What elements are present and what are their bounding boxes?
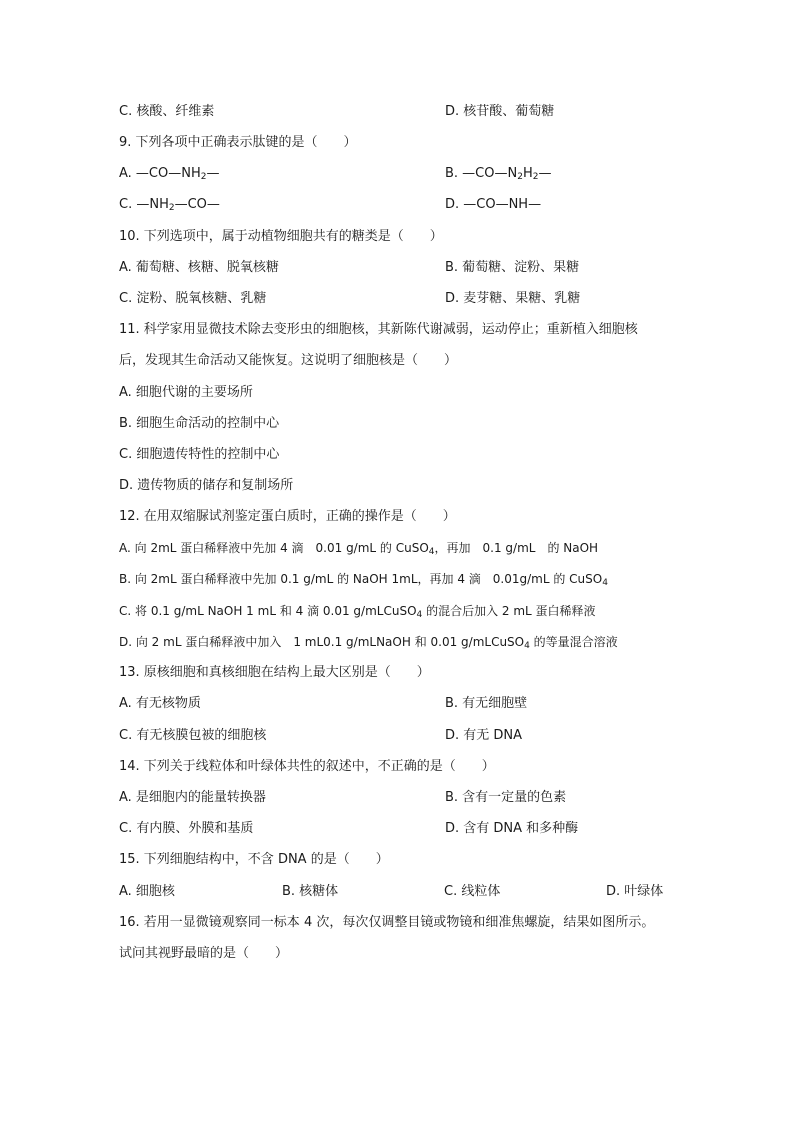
q13-stem: 13. 原核细胞和真核细胞在结构上最大区别是（ ） xyxy=(119,665,430,680)
q14-option-d: D. 含有 DNA 和多种酶 xyxy=(445,821,579,836)
q8-option-c: C. 核酸、纤维素 xyxy=(119,104,215,119)
q8-option-d: D. 核苷酸、葡萄糖 xyxy=(445,104,555,119)
q13-option-c: C. 有无核膜包被的细胞核 xyxy=(119,728,267,743)
q11-option-a: A. 细胞代谢的主要场所 xyxy=(119,385,253,400)
q14-options-row-1 xyxy=(119,788,567,808)
q12-option-c: C. 将 0.1 g/mL NaOH 1 mL 和 4 滴 0.01 g/mLCuSO$_4$ 的混合后加入 2 mL 蛋白稀释液 xyxy=(119,604,596,620)
q11-option-b: B. 细胞生命活动的控制中心 xyxy=(119,416,280,431)
q14-option-a: A. 是细胞内的能量转换器 xyxy=(119,790,266,805)
q13-options-row-1 xyxy=(119,694,528,714)
q15-option-b: B. 核糖体 xyxy=(282,884,339,899)
q12-option-a: A. 向 2mL 蛋白稀释液中先加 4 滴 0.01 g/mL 的 CuSO$_4$，再加 0.1 g/mL 的 NaOH xyxy=(119,541,599,557)
q16-stem-line-1: 16. 若用一显微镜观察同一标本 4 次，每次仅调整目镜或物镜和细准焦螺旋，结果如图所示。 xyxy=(119,915,655,930)
q9-options-row-1 xyxy=(119,164,552,184)
q10-options-row-2 xyxy=(119,289,581,309)
q13-option-d: D. 有无 DNA xyxy=(445,728,523,743)
q10-option-a: A. 葡萄糖、核糖、脱氧核糖 xyxy=(119,260,279,275)
q15-option-d: D. 叶绿体 xyxy=(606,884,664,899)
q12-option-d: D. 向 2 mL 蛋白稀释液中加入 1 mL0.1 g/mLNaOH 和 0.01 g/mLCuSO$_4$ 的等量混合溶液 xyxy=(119,635,618,651)
q9-option-c: C. $—NH_2—CO—$ xyxy=(119,197,220,213)
q15-option-a: A. 细胞核 xyxy=(119,884,175,899)
q9-option-b: B. $—CO—N_2H_2—$ xyxy=(445,166,552,182)
q11-option-c: C. 细胞遗传特性的控制中心 xyxy=(119,447,280,462)
q9-options-row-2 xyxy=(119,195,542,215)
q8-options-row xyxy=(119,102,555,122)
q9-stem: 9. 下列各项中正确表示肽键的是（ ） xyxy=(119,135,357,150)
q14-option-b: B. 含有一定量的色素 xyxy=(445,790,567,805)
q10-option-d: D. 麦芽糖、果糖、乳糖 xyxy=(445,291,581,306)
q11-stem-line-1: 11. 科学家用显微技术除去变形虫的细胞核，其新陈代谢减弱，运动停止；重新植入细胞核 xyxy=(119,322,638,337)
q15-option-c: C. 线粒体 xyxy=(444,884,501,899)
q9-option-a: A. $—CO—NH_2—$ xyxy=(119,166,220,182)
q14-option-c: C. 有内膜、外膜和基质 xyxy=(119,821,254,836)
q13-options-row-2 xyxy=(119,726,523,746)
q10-option-c: C. 淀粉、脱氧核糖、乳糖 xyxy=(119,291,267,306)
q10-stem: 10. 下列选项中，属于动植物细胞共有的糖类是（ ） xyxy=(119,229,443,244)
q14-stem: 14. 下列关于线粒体和叶绿体共性的叙述中，不正确的是（ ） xyxy=(119,759,495,774)
q10-options-row-1 xyxy=(119,258,580,278)
q9-option-d: D. —CO—NH— xyxy=(445,197,542,212)
q11-option-d: D. 遗传物质的储存和复制场所 xyxy=(119,478,294,493)
q14-options-row-2 xyxy=(119,819,579,839)
q13-option-b: B. 有无细胞壁 xyxy=(445,696,528,711)
q16-stem-line-2: 试问其视野最暗的是（ ） xyxy=(119,946,289,961)
q10-option-b: B. 葡萄糖、淀粉、果糖 xyxy=(445,260,580,275)
q13-option-a: A. 有无核物质 xyxy=(119,696,201,711)
q11-stem-line-2: 后，发现其生命活动又能恢复。这说明了细胞核是（ ） xyxy=(119,353,458,368)
q12-stem: 12. 在用双缩脲试剂鉴定蛋白质时，正确的操作是（ ） xyxy=(119,509,456,524)
q12-option-b: B. 向 2mL 蛋白稀释液中先加 0.1 g/mL 的 NaOH 1mL，再加 4 滴 0.01g/mL 的 CuSO$_4$ xyxy=(119,572,608,588)
q15-stem: 15. 下列细胞结构中，不含 DNA 的是（ ） xyxy=(119,852,389,867)
